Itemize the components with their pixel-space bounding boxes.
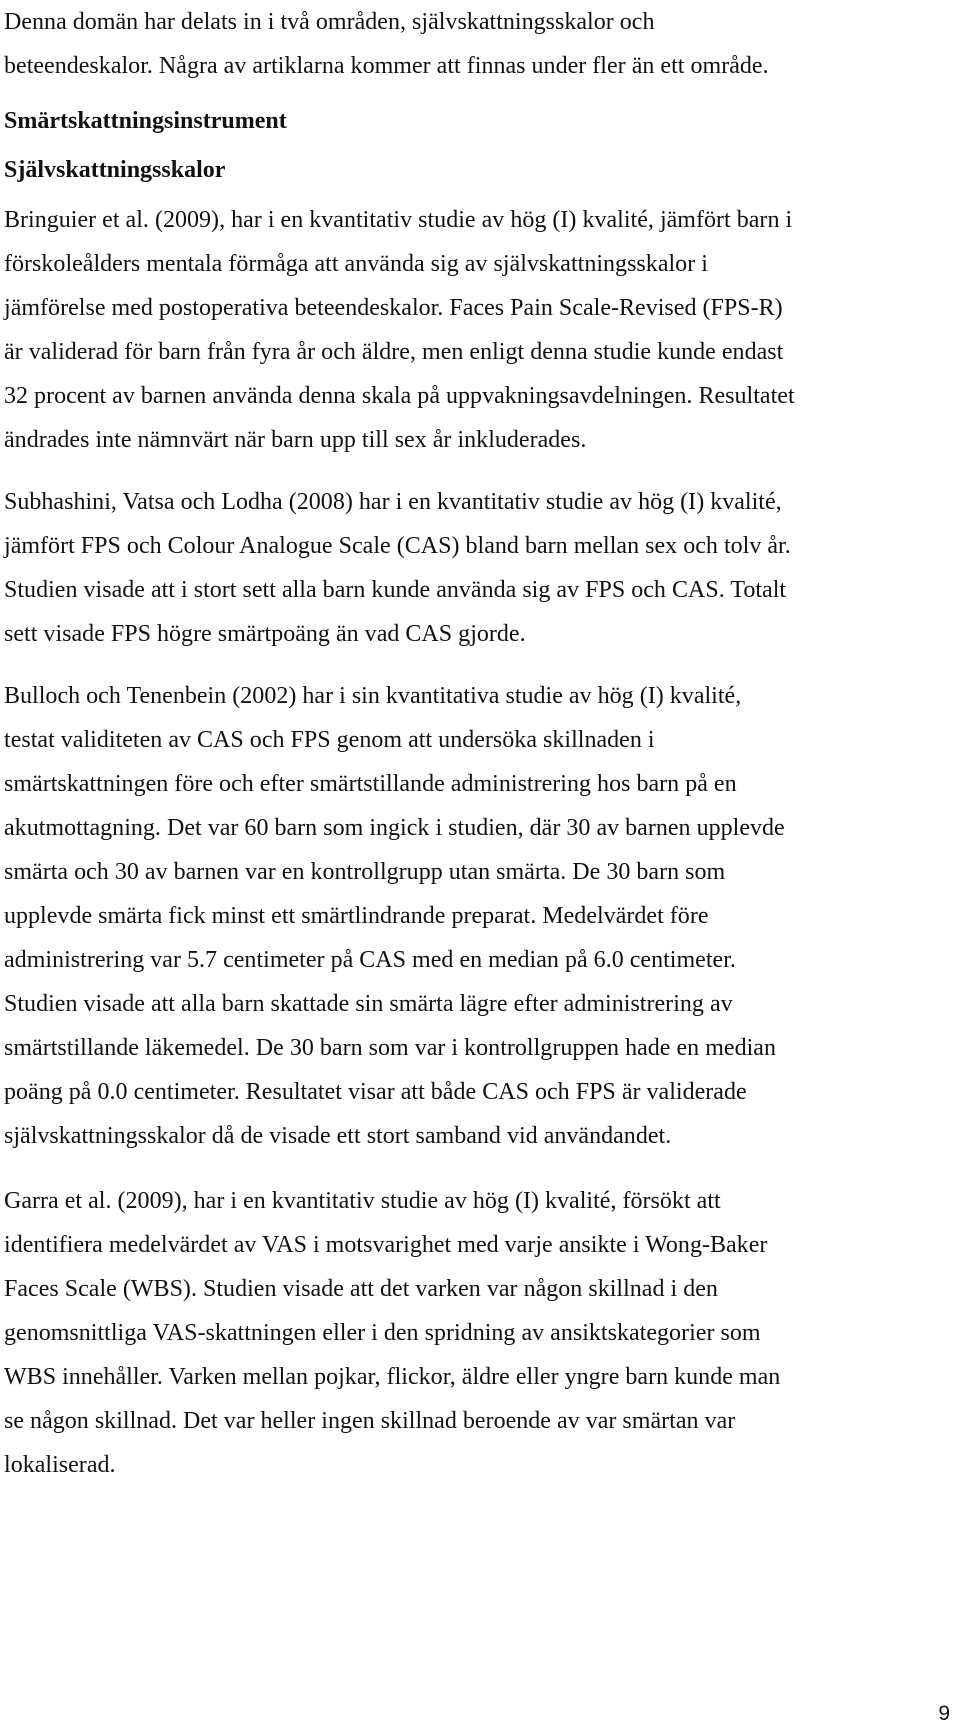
text-line: jämförelse med postoperativa beteendeskalor. Faces Pain Scale-Revised (FPS-R) bbox=[4, 295, 783, 321]
section-heading: Smärtskattningsinstrument bbox=[4, 108, 287, 134]
text-line: genomsnittliga VAS-skattningen eller i den spridning av ansiktskategorier som bbox=[4, 1320, 761, 1346]
text-line: 32 procent av barnen använda denna skala på uppvakningsavdelningen. Resultatet bbox=[4, 383, 795, 409]
text-line: identifiera medelvärdet av VAS i motsvarighet med varje ansikte i Wong-Baker bbox=[4, 1232, 768, 1258]
text-line: Studien visade att i stort sett alla barn kunde använda sig av FPS och CAS. Totalt bbox=[4, 577, 787, 603]
text-line: poäng på 0.0 centimeter. Resultatet visar att både CAS och FPS är validerade bbox=[4, 1079, 747, 1105]
text-line: Faces Scale (WBS). Studien visade att det varken var någon skillnad i den bbox=[4, 1276, 718, 1302]
text-line: är validerad för barn från fyra år och äldre, men enligt denna studie kunde endast bbox=[4, 339, 784, 365]
text-line: förskoleålders mentala förmåga att använda sig av självskattningsskalor i bbox=[4, 251, 708, 277]
text-line: beteendeskalor. Några av artiklarna kommer att finnas under fler än ett område. bbox=[4, 53, 769, 79]
paragraph-bringuier bbox=[4, 198, 952, 462]
paragraph-garra bbox=[4, 1179, 952, 1487]
text-line: Subhashini, Vatsa och Lodha (2008) har i en kvantitativ studie av hög (I) kvalité, bbox=[4, 489, 782, 515]
paragraph-bulloch bbox=[4, 674, 952, 1158]
page-number: 9 bbox=[938, 1702, 950, 1725]
text-line: Denna domän har delats in i två områden, självskattningsskalor och bbox=[4, 9, 655, 35]
text-line: smärtskattningen före och efter smärtstillande administrering hos barn på en bbox=[4, 771, 737, 797]
text-line: lokaliserad. bbox=[4, 1452, 116, 1478]
text-line: WBS innehåller. Varken mellan pojkar, flickor, äldre eller yngre barn kunde man bbox=[4, 1364, 781, 1390]
text-line: testat validiteten av CAS och FPS genom att undersöka skillnaden i bbox=[4, 727, 655, 753]
document-page bbox=[4, 0, 952, 1487]
subsection-heading: Självskattningsskalor bbox=[4, 157, 226, 183]
text-line: Studien visade att alla barn skattade sin smärta lägre efter administrering av bbox=[4, 991, 733, 1017]
text-line: Bulloch och Tenenbein (2002) har i sin kvantitativa studie av hög (I) kvalité, bbox=[4, 683, 742, 709]
paragraph-subhashini bbox=[4, 480, 952, 656]
text-line: Garra et al. (2009), har i en kvantitativ studie av hög (I) kvalité, försökt att bbox=[4, 1188, 721, 1214]
text-line: Bringuier et al. (2009), har i en kvantitativ studie av hög (I) kvalité, jämfört barn i bbox=[4, 207, 793, 233]
text-line: smärtstillande läkemedel. De 30 barn som var i kontrollgruppen hade en median bbox=[4, 1035, 776, 1061]
text-line: sett visade FPS högre smärtpoäng än vad CAS gjorde. bbox=[4, 621, 526, 647]
text-line: ändrades inte nämnvärt när barn upp till sex år inkluderades. bbox=[4, 427, 587, 453]
text-line: jämfört FPS och Colour Analogue Scale (CAS) bland barn mellan sex och tolv år. bbox=[4, 533, 791, 559]
intro-paragraph bbox=[4, 0, 952, 88]
text-line: smärta och 30 av barnen var en kontrollgrupp utan smärta. De 30 barn som bbox=[4, 859, 726, 885]
text-line: administrering var 5.7 centimeter på CAS med en median på 6.0 centimeter. bbox=[4, 947, 736, 973]
text-line: se någon skillnad. Det var heller ingen skillnad beroende av var smärtan var bbox=[4, 1408, 736, 1434]
text-line: akutmottagning. Det var 60 barn som ingick i studien, där 30 av barnen upplevde bbox=[4, 815, 785, 841]
text-line: självskattningsskalor då de visade ett stort samband vid användandet. bbox=[4, 1123, 672, 1149]
text-line: upplevde smärta fick minst ett smärtlindrande preparat. Medelvärdet före bbox=[4, 903, 709, 929]
